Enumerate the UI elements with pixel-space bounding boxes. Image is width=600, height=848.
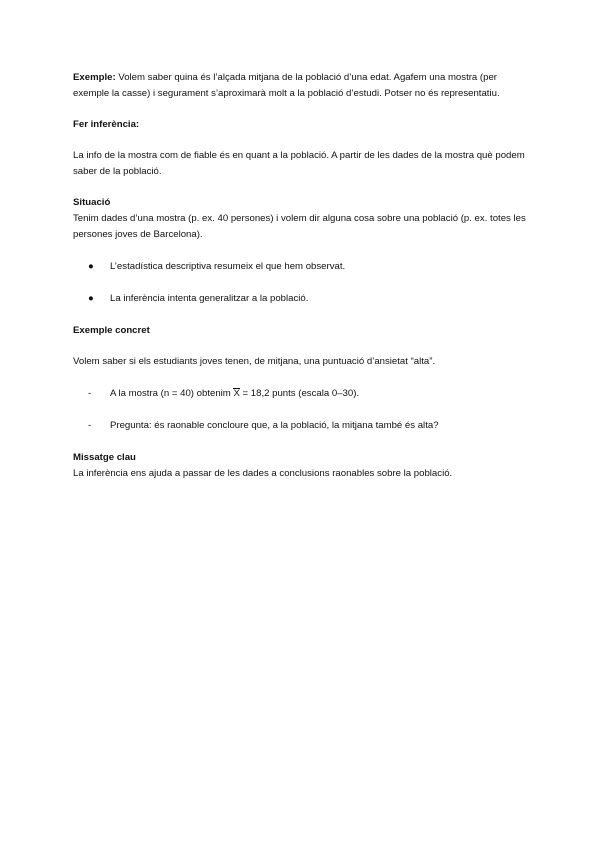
situation-bullet-list — [73, 259, 533, 307]
list-item — [73, 259, 533, 275]
intro-paragraph — [73, 70, 533, 102]
bullet-icon: ● — [88, 293, 94, 304]
dash-marker: - — [88, 420, 92, 431]
list-item — [73, 291, 533, 307]
example-text: Volem saber si els estudiants joves tenen, de mitjana, una puntuació d’ansietat “alta”. — [73, 356, 436, 367]
bullet-text: La inferència intenta generalitzar a la població. — [110, 293, 309, 304]
bullet-text: L’estadística descriptiva resumeix el que hem observat. — [110, 261, 346, 272]
dash-item-question: Pregunta: és raonable concloure que, a la població, la mitjana també és alta? — [110, 420, 439, 431]
bullet-icon: ● — [88, 261, 94, 272]
key-message-heading: Missatge clau — [73, 452, 136, 463]
dash-marker: - — [88, 388, 92, 399]
intro-label: Exemple: — [73, 72, 116, 83]
key-message-text: La inferència ens ajuda a passar de les dades a conclusions raonables sobre la població. — [73, 468, 453, 479]
document-page — [73, 70, 533, 482]
situation-text: Tenim dades d’una mostra (p. ex. 40 persones) i volem dir alguna cosa sobre una població (p. ex. totes les persones joves de Barcelona). — [73, 213, 526, 240]
inference-heading: Fer inferència: — [73, 119, 140, 130]
sample-mean-symbol: X — [233, 386, 239, 402]
situation-heading: Situació — [73, 197, 111, 208]
dash-item-sample: A la mostra (n = 40) obtenim X = 18,2 punts (escala 0–30). — [110, 388, 359, 399]
list-item — [73, 418, 533, 434]
example-heading: Exemple concret — [73, 325, 150, 336]
example-dash-list — [73, 386, 533, 434]
list-item — [73, 386, 533, 402]
inference-text: La info de la mostra com de fiable és en quant a la població. A partir de les dades de la mostra què podem saber de la població. — [73, 150, 525, 177]
intro-text: Volem saber quina és l’alçada mitjana de la població d’una edat. Agafem una mostra (per exemple la casse) i segurament s’aproximarà molt a la població d’estudi. Potser no és representatiu. — [73, 72, 500, 99]
